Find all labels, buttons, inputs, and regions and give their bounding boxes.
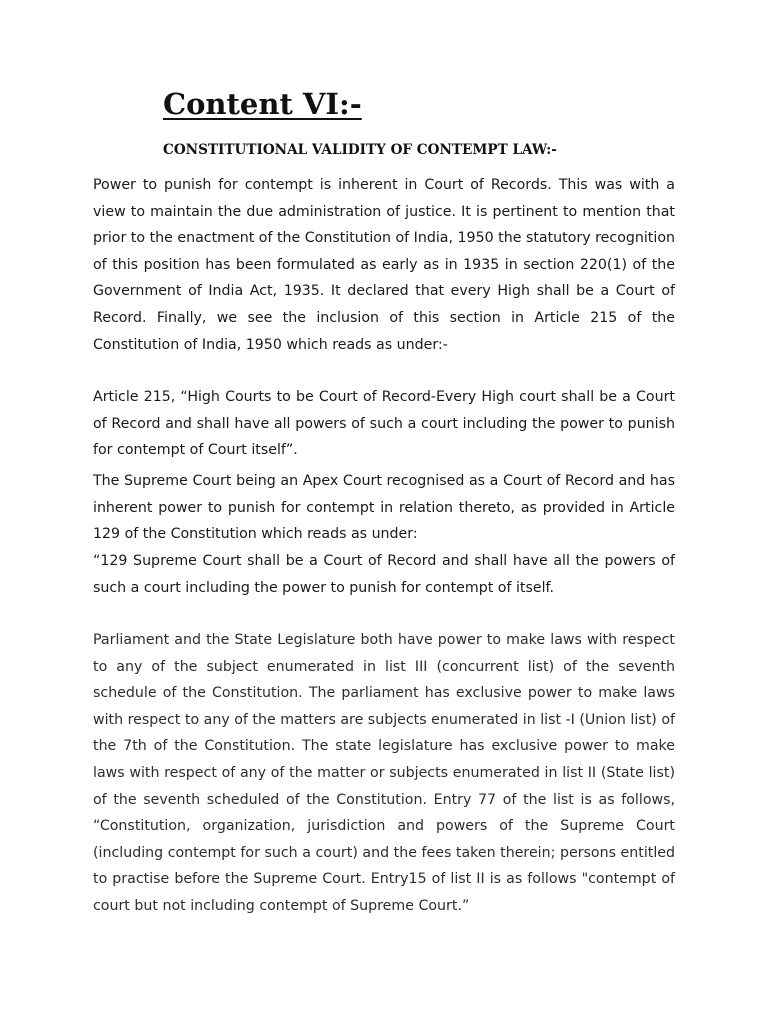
paragraph-legislative-power: Parliament and the State Legislature both have power to make laws with respect to any of the subject enumerated in list III (concurrent list) of the seventh schedule of the Constitution. The parliament has exclusive power to make laws with respect to any of the matters are subjects enumerated in list -I (Union list) of the 7th of the Constitution. The state legislature has exclusive power to make laws with respect of any of the matter or subjects enumerated in list II (State list) of the seventh scheduled of the Constitution. Entry 77 of the list is as follows, “Constitution, organization, jurisdiction and powers of the Supreme Court (including contempt for such a court) and the fees taken therein; persons entitled to practise before the Supreme Court. Entry15 of list II is as follows "contempt of court but not including contempt of Supreme Court.” xyxy=(93,632,675,914)
section-heading: Content VI:- xyxy=(163,87,362,121)
paragraph-supreme-court: The Supreme Court being an Apex Court recognised as a Court of Record and has inherent power to punish for contempt in relation thereto, as provided in Article 129 of the Constitution which reads as under: xyxy=(93,473,675,543)
section-subheading: CONSTITUTIONAL VALIDITY OF CONTEMPT LAW:- xyxy=(163,142,557,158)
paragraph-contempt-power: Power to punish for contempt is inherent in Court of Records. This was with a view to maintain the due administration of justice. It is pertinent to mention that prior to the enactment of the Constitution of India, 1950 the statutory recognition of this position has been formulated as early as in 1935 in section 220(1) of the Government of India Act, 1935. It declared that every High shall be a Court of Record. Finally, we see the inclusion of this section in Article 215 of the Constitution of India, 1950 which reads as under:- xyxy=(93,177,675,353)
paragraph-article-215: Article 215, “High Courts to be Court of Record-Every High court shall be a Court of Record and shall have all powers of such a court including the power to punish for contempt of Court itself”. xyxy=(93,389,675,459)
paragraph-article-129: “129 Supreme Court shall be a Court of Record and shall have all the powers of such a court including the power to punish for contempt of itself. xyxy=(93,553,675,596)
